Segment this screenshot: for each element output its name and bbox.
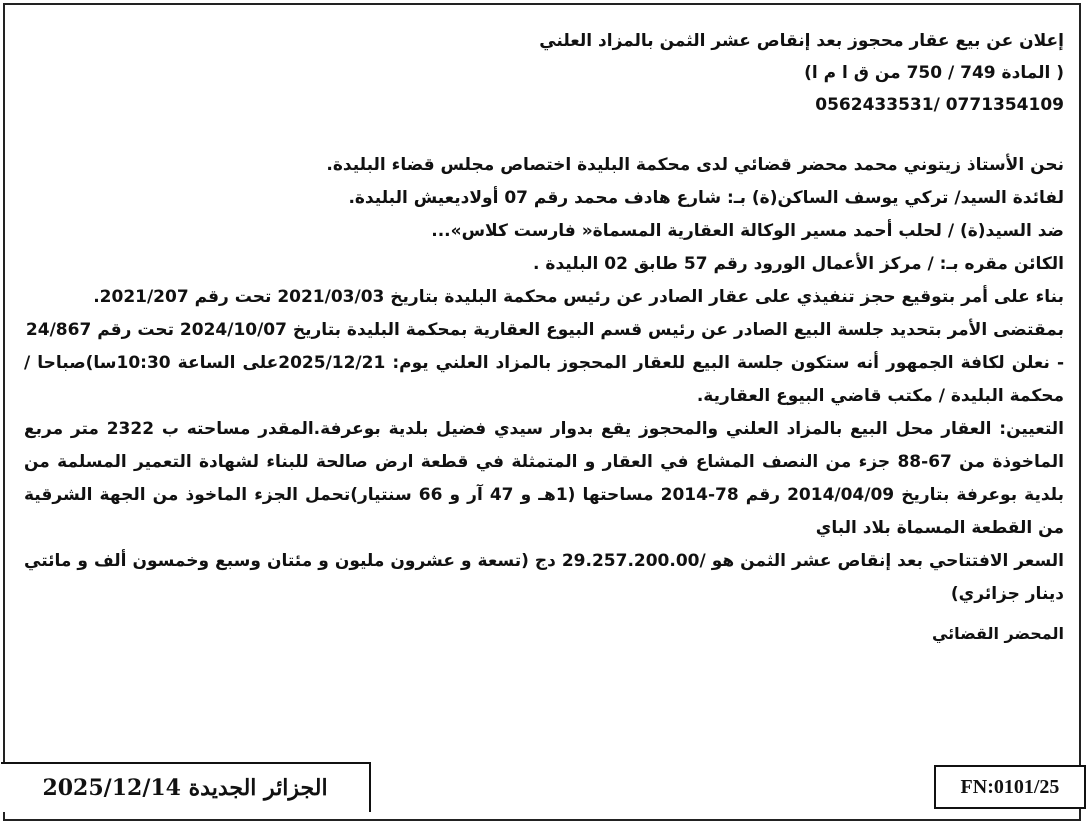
property-designation-paragraph: التعيين: العقار محل البيع بالمزاد العلني والمحجوز يقع بدوار سيدي فضيل بلدية بوعرفة.المقدر مساحته ب 2322 متر مربع الماخوذة من 67-88 جزء من النصف المشاع في العقار و المتمثلة في قطعة ارض صالحة للبناء لشهادة التعمير المسلمة من بلدية بوعرفة بتاريخ 2014/04/09 رقم 78-2014 مساحتها (1هـ و 47 آر و 66 سنتيار)تحمل الجزء الماخوذ من الجهة الشرقية من القطعة المسماة بلاد الباي <box>24 419 1064 538</box>
bailiff-statement: نحن الأستاذ زيتوني محمد محضر قضائي لدى محكمة البليدة اختصاص مجلس قضاء البليدة. <box>326 155 1064 175</box>
beneficiary-line: لفائدة السيد/ تركي يوسف الساكن(ة) بـ: شارع هادف محمد رقم 07 أولاديعيش البليدة. <box>348 188 1064 208</box>
seizure-order-paragraph: بناء على أمر بتوقيع حجز تنفيذي على عقار الصادر عن رئيس محكمة البليدة بتاريخ 2021/03/03 تحت رقم 2021/207. <box>93 287 1064 307</box>
publication-label: الجزائر الجديدة 2025/12/14 <box>42 775 328 801</box>
defendant-line: ضد السيد(ة) / لحلب أحمد مسير الوكالة العقارية المسماة« فارست كلاس»... <box>431 221 1064 241</box>
legal-articles: ( المادة 749 / 750 من ق ا م ا) <box>804 63 1064 83</box>
address-line: الكائن مقره بـ: / مركز الأعمال الورود رقم 57 طابق 02 البليدة . <box>533 254 1064 274</box>
sale-session-order-paragraph: بمقتضى الأمر بتحديد جلسة البيع الصادر عن رئيس قسم البيوع العقارية بمحكمة البليدة بتاريخ 2024/10/07 تحت رقم 24/867 <box>25 320 1064 340</box>
reference-number: FN:0101/25 <box>960 775 1060 798</box>
announcement-content <box>24 25 1064 650</box>
opening-price-paragraph: السعر الافتتاحي بعد إنقاص عشر الثمن هو /29.257.200.00 دج (تسعة و عشرون مليون و مئتان وسبع وخمسون ألف و مائتي دينار جزائري) <box>24 551 1064 604</box>
publication-box <box>1 762 371 812</box>
public-notice-paragraph: - نعلن لكافة الجمهور أنه ستكون جلسة البيع للعقار المحجوز بالمزاد العلني يوم: 2025/12/21على الساعة 10:30سا)صباحا / محكمة البليدة / مكتب قاضي البيوع العقارية. <box>24 353 1064 406</box>
phone-numbers: 0771354109 /0562433531 <box>815 95 1064 115</box>
reference-box <box>934 765 1086 809</box>
signature-bailiff: المحضر القضائي <box>931 624 1064 643</box>
section-spacer <box>24 121 1064 149</box>
announcement-title: إعلان عن بيع عقار محجوز بعد إنقاص عشر الثمن بالمزاد العلني <box>539 31 1064 51</box>
